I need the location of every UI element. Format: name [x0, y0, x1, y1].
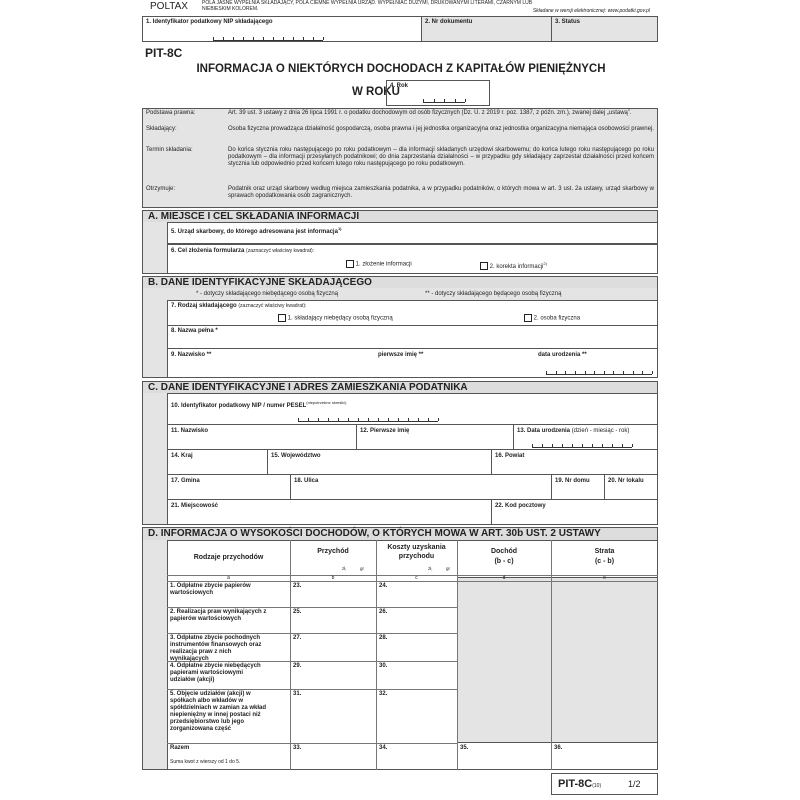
table-row [167, 607, 457, 608]
row-label: 4. Odpłatne zbycie niebędących papierami wartościowymi udziałów (akcji) [170, 663, 261, 683]
info-text: Do końca stycznia roku następującego po roku podatkowym – dla informacji składanych urzędowi skarbowemu; do końca lutego roku następującego po roku podatkowym – dla informacji przesyłanych podatnikowi; do dnia zaprzestania działalności – w przypadku gdy składający zaprzestał działalności przed końcem stycznia lub odpowiednio przed końcem lutego roku następującego po roku podatkowym. [228, 147, 654, 167]
year-prefix: W ROKU [352, 86, 400, 98]
cell-koszty[interactable]: 30. [379, 663, 388, 669]
table-row [167, 581, 658, 582]
c-birthdate-tick-marks [532, 444, 632, 448]
field-20[interactable] [604, 474, 658, 500]
column-letter: e [603, 575, 606, 581]
field-6-label: 6. Cel złożenia formularza [171, 248, 245, 254]
field-17[interactable] [167, 474, 291, 500]
field-9-first-name-label: pierwsze imię ** [378, 352, 424, 358]
cell-koszty[interactable]: 24. [379, 583, 388, 589]
sum-przychod[interactable]: 33. [293, 745, 302, 751]
form-code: PIT-8C [145, 46, 183, 60]
table-row [167, 633, 457, 634]
field-18[interactable] [290, 474, 552, 500]
info-label: Otrzymuje: [146, 186, 176, 192]
cell-przychod[interactable]: 23. [293, 583, 302, 589]
field-5-sup: 1) [337, 226, 342, 231]
info-label: Składający: [146, 126, 177, 132]
row-label: 3. Odpłatne zbycie pochodnych instrumentów finansowych oraz realizacja praw z nich wynikających [170, 635, 262, 662]
column-letter: a [227, 575, 230, 581]
header-koszty: Koszty uzyskania przychodu [387, 544, 446, 560]
field-8-label: 8. Nazwa pełna * [171, 328, 218, 334]
section-b-note-2: ** - dotyczy składającego będącego osobą fizyczną [425, 291, 562, 297]
status-field [551, 16, 658, 42]
footer-form-code: PIT-8C [558, 778, 593, 790]
field-17-label: 17. Gmina [171, 478, 200, 484]
cell-przychod[interactable]: 31. [293, 691, 302, 697]
year-field[interactable] [386, 80, 490, 106]
field-13-hint: (dzień - miesiąc - rok) [571, 428, 630, 434]
sum-sublabel: Suma kwot z wierszy od 1 do 5. [170, 759, 241, 765]
field-5-label: 5. Urząd skarbowy, do którego adresowana jest informacja [171, 229, 338, 235]
field-16[interactable] [491, 449, 658, 475]
nip-field[interactable] [142, 16, 422, 42]
section-a-title: A. MIEJSCE I CEL SKŁADANIA INFORMACJI [142, 210, 658, 222]
field-12[interactable] [356, 424, 514, 450]
brand-label: POLTAX [150, 1, 188, 12]
sum-koszty[interactable]: 34. [379, 745, 388, 751]
sum-label: Razem [170, 745, 190, 751]
filer-non-natural-label: 1. składający niebędący osobą fizyczną [287, 315, 393, 322]
header-strata: Strata [594, 548, 615, 555]
info-label: Podstawa prawna: [146, 110, 196, 116]
purpose-correction-checkbox[interactable] [480, 262, 488, 270]
footer-page-number: 1/2 [628, 779, 641, 789]
field-7-label: 7. Rodzaj składającego [171, 303, 237, 309]
header-dochod: Dochód [490, 548, 518, 555]
field-15[interactable] [267, 449, 492, 475]
cell-koszty[interactable]: 26. [379, 609, 388, 615]
purpose-submission-label: 1. złożenie informacji [355, 261, 412, 268]
table-row [167, 689, 457, 690]
header-przychod: Przychód [317, 548, 349, 555]
fill-instruction: POLA JASNE WYPEŁNIA SKŁADAJĄCY, POLA CIEMNE WYPEŁNIA URZĄD. WYPEŁNIAĆ DUŻYMI, DRUKOWANYMI LITERAMI, CZARNYM LUB NIEBIESKIM KOLOREM. [202, 0, 533, 12]
currency-gr: gr [360, 566, 365, 571]
field-18-label: 18. Ulica [294, 478, 319, 484]
currency-gr: gr [446, 566, 451, 571]
field-19[interactable] [551, 474, 605, 500]
section-d-title: D. INFORMACJA O WYSOKOŚCI DOCHODÓW, O KTÓRYCH MOWA W ART. 30b UST. 2 USTAWY [142, 527, 658, 540]
column-letter: d [502, 575, 506, 581]
filer-natural-label: 2. osoba fizyczna [533, 315, 581, 322]
field-20-label: 20. Nr lokalu [608, 478, 644, 484]
field-21-label: 21. Miejscowość [171, 503, 219, 509]
field-7-hint: (zaznaczyć właściwy kwadrat): [238, 303, 307, 309]
field-14-label: 14. Kraj [171, 453, 193, 459]
field-7 [167, 300, 658, 326]
cell-przychod[interactable]: 25. [293, 609, 302, 615]
status-label: 3. Status [555, 19, 581, 25]
field-13-label: 13. Data urodzenia [517, 428, 571, 434]
field-14[interactable] [167, 449, 268, 475]
year-tick-marks [423, 99, 465, 103]
field-10-label: 10. Identyfikator podatkowy NIP / numer PESEL [171, 403, 307, 409]
field-22[interactable] [491, 499, 658, 525]
purpose-correction-label: 2. korekta informacji [489, 264, 544, 270]
field-9-label: 9. Nazwisko ** [171, 352, 212, 358]
doc-number-field [421, 16, 552, 42]
field-19-label: 19. Nr domu [555, 478, 590, 484]
field-13[interactable] [513, 424, 658, 450]
footer-box [551, 773, 658, 795]
header-strata-sub: (c - b) [594, 558, 615, 565]
filer-non-natural-checkbox[interactable] [278, 314, 286, 322]
income-table-shaded-area [457, 577, 658, 743]
row-label: 5. Objęcie udziałów (akcji) w spółkach albo wkładów w spółdzielniach w zamian za wkład niepieniężny w innej postaci niż przedsiębiorstwo lub jego zorganizowana część [170, 691, 267, 732]
birthdate-tick-marks [546, 371, 652, 375]
sum-dochod[interactable]: 35. [460, 745, 469, 751]
field-11-label: 11. Nazwisko [171, 428, 209, 434]
table-row [167, 743, 457, 744]
field-10-hint: (niepotrzebne skreślić) [306, 400, 347, 405]
cell-koszty[interactable]: 28. [379, 635, 388, 641]
form-title: INFORMACJA O NIEKTÓRYCH DOCHODACH Z KAPITAŁÓW PIENIĘŻNYCH [196, 63, 606, 75]
row-label: 2. Realizacja praw wynikających z papierów wartościowych [170, 609, 267, 622]
section-b-note-1: * - dotyczy składającego niebędącego osobą fizyczną [196, 291, 339, 297]
field-6-hint: (zaznaczyć właściwy kwadrat): [246, 248, 315, 254]
sum-strata[interactable]: 36. [554, 745, 563, 751]
electronic-note: Składane w wersji elektronicznej: www.podatki.gov.pl [532, 8, 650, 14]
field-12-label: 12. Pierwsze imię [360, 428, 410, 434]
cell-przychod[interactable]: 29. [293, 663, 302, 669]
nip-tick-marks [213, 37, 323, 41]
purpose-submission-checkbox[interactable] [346, 260, 354, 268]
header-dochod-sub: (b - c) [494, 558, 514, 565]
info-text: Osoba fizyczna prowadząca działalność gospodarczą, osoba prawna i jej jednostka organizacyjna oraz jednostka organizacyjna niemająca osobowości prawnej. [228, 126, 654, 132]
year-label: 4. Rok [390, 83, 409, 89]
field-10[interactable] [167, 393, 658, 425]
doc-number-label: 2. Nr dokumentu [425, 19, 473, 25]
currency-zl: zł, [428, 566, 433, 571]
field-22-label: 22. Kod pocztowy [495, 503, 546, 509]
field-8[interactable] [167, 325, 658, 349]
cell-koszty[interactable]: 32. [379, 691, 388, 697]
footer-version: (10) [592, 783, 602, 789]
info-text: Podatnik oraz urząd skarbowy według miejsca zamieszkania podatnika, a w przypadku podatników, o których mowa w art. 3 ust. 2a ustawy, urząd skarbowy w sprawach opodatkowania osób zagranicznych. [228, 186, 654, 199]
field-21[interactable] [167, 499, 492, 525]
info-label: Termin składania: [146, 147, 193, 153]
field-9[interactable] [167, 348, 658, 378]
nip-label: 1. Identyfikator podatkowy NIP składającego [146, 19, 273, 25]
section-c-title: C. DANE IDENTYFIKACYJNE I ADRES ZAMIESZKANIA PODATNIKA [142, 381, 658, 393]
field-5[interactable] [167, 222, 658, 244]
column-letter: b [331, 575, 335, 581]
purpose-correction-sup: 2) [543, 261, 547, 266]
column-letter: c [415, 575, 418, 581]
field-16-label: 16. Powiat [495, 453, 525, 459]
info-text: Art. 39 ust. 3 ustawy z dnia 26 lipca 1991 r. o podatku dochodowym od osób fizycznych (Dz. U. z 2019 r. poz. 1387, z późn. zm.), zwanej dalej „ustawą”. [228, 110, 632, 116]
field-6 [167, 244, 658, 274]
nip-pesel-tick-marks [298, 418, 438, 422]
header-rodzaje: Rodzaje przychodów [193, 554, 264, 561]
cell-przychod[interactable]: 27. [293, 635, 302, 641]
field-9-birthdate-label: data urodzenia ** [538, 352, 587, 358]
filer-natural-checkbox[interactable] [524, 314, 532, 322]
currency-zl: zł, [342, 566, 347, 571]
field-15-label: 15. Województwo [271, 453, 321, 459]
section-b-title: B. DANE IDENTYFIKACYJNE SKŁADAJĄCEGO [142, 276, 658, 288]
field-11[interactable] [167, 424, 357, 450]
row-label: 1. Odpłatne zbycie papierów wartościowych [170, 583, 251, 596]
